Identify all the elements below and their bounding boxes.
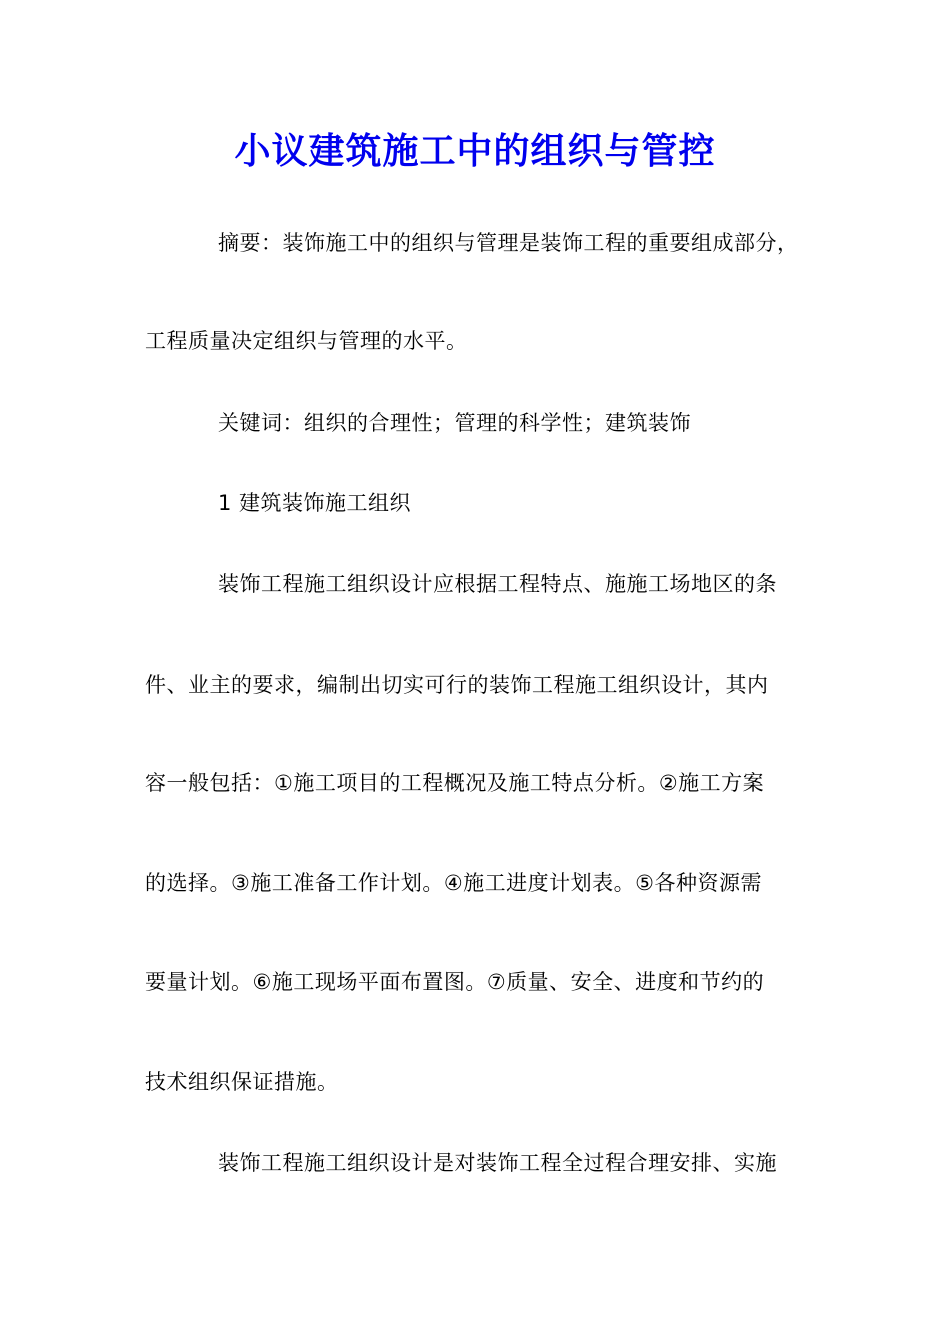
document-title: 小议建筑施工中的组织与管控 xyxy=(234,130,716,172)
paragraph-line-3: 容一般包括：①施工项目的工程概况及施工特点分析。②施工方案 xyxy=(145,771,765,795)
abstract-line-1: 摘要：装饰施工中的组织与管理是装饰工程的重要组成部分， xyxy=(218,231,799,255)
section-heading: 1 建筑装饰施工组织 xyxy=(218,491,412,515)
paragraph-line-2: 件、业主的要求，编制出切实可行的装饰工程施工组织设计，其内 xyxy=(145,673,769,697)
abstract-line-2: 工程质量决定组织与管理的水平。 xyxy=(145,329,468,353)
keywords-line: 关键词：组织的合理性；管理的科学性；建筑装饰 xyxy=(218,411,691,435)
paragraph2-line-1: 装饰工程施工组织设计是对装饰工程全过程合理安排、实施 xyxy=(218,1151,777,1175)
paragraph-line-6: 技术组织保证措施。 xyxy=(145,1070,339,1094)
paragraph-line-1: 装饰工程施工组织设计应根据工程特点、施施工场地区的条 xyxy=(218,572,777,596)
paragraph-line-4: 的选择。③施工准备工作计划。④施工进度计划表。⑤各种资源需 xyxy=(145,871,762,895)
paragraph-line-5: 要量计划。⑥施工现场平面布置图。⑦质量、安全、进度和节约的 xyxy=(145,970,765,994)
